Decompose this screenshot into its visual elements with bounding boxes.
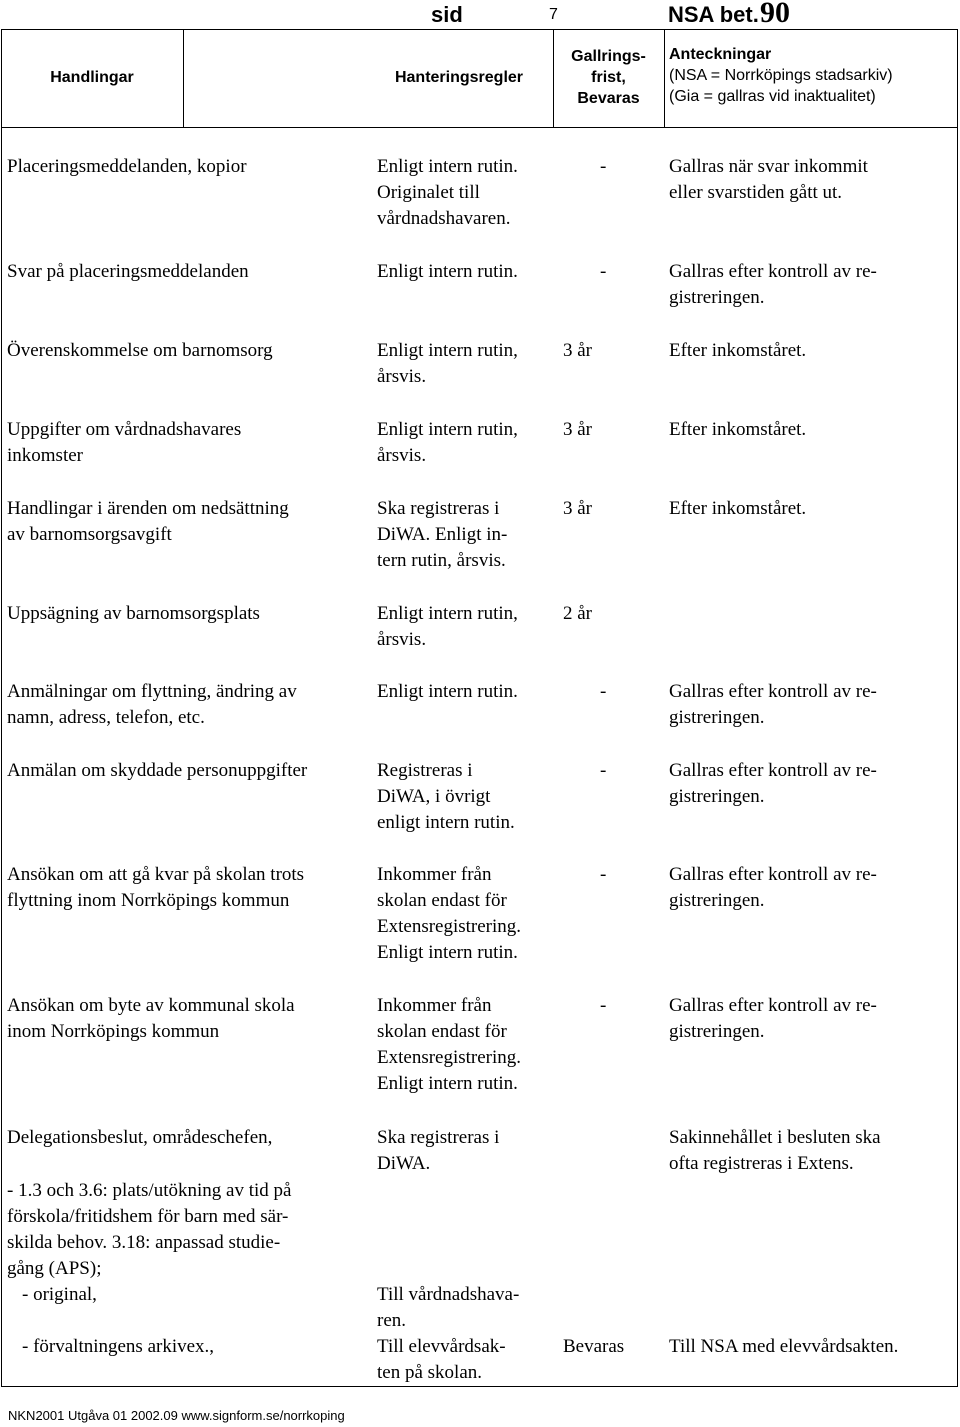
column-divider xyxy=(664,29,665,128)
row-hanteringsregel: Enligt intern rutin. Originalet till vårdnadshavaren. xyxy=(377,156,518,229)
row-handling: Handlingar i ärenden om nedsättning av barnomsorgsavgift xyxy=(7,498,289,545)
row-frist: - xyxy=(600,261,607,282)
gallringsfrist-line: Gallrings- xyxy=(571,48,646,65)
row-hanteringsregel: Enligt intern rutin. xyxy=(377,681,518,702)
deleg-regel-original: Till vårdnadshava- ren. xyxy=(377,1284,520,1331)
deleg-handling-original: - original, xyxy=(22,1284,97,1305)
row-frist: 3 år xyxy=(563,340,593,361)
row-hanteringsregel: Registreras i DiWA, i övrigt enligt intern rutin. xyxy=(377,760,515,833)
row-anteckning: Efter inkomståret. xyxy=(669,498,807,519)
row-anteckning: Gallras efter kontroll av re- gistreringen. xyxy=(669,261,877,308)
row-frist: - xyxy=(600,681,607,702)
column-header-hanteringsregler: Hanteringsregler xyxy=(394,69,524,86)
row-frist: 3 år xyxy=(563,419,593,440)
anteckningar-note: (Gia = gallras vid inaktualitet) xyxy=(669,88,876,105)
row-anteckning: Gallras efter kontroll av re- gistreringen. xyxy=(669,760,877,807)
anteckningar-title: Anteckningar xyxy=(669,46,772,63)
row-anteckning: Efter inkomståret. xyxy=(669,419,807,440)
row-hanteringsregel: Ska registreras i DiWA. Enligt in- tern rutin, årsvis. xyxy=(377,498,508,571)
row-frist: - xyxy=(600,156,607,177)
page-header xyxy=(0,0,960,30)
deleg-frist: Bevaras xyxy=(563,1336,625,1357)
row-handling: Svar på placeringsmeddelanden xyxy=(7,261,249,282)
nsa-number: 90 xyxy=(760,0,790,29)
row-hanteringsregel: Enligt intern rutin. xyxy=(377,261,518,282)
row-handling: Uppsägning av barnomsorgsplats xyxy=(7,603,260,624)
row-anteckning: Gallras efter kontroll av re- gistreringen. xyxy=(669,864,877,911)
row-handling: Anmälan om skyddade personuppgifter xyxy=(7,760,308,781)
sid-label: sid xyxy=(431,2,463,27)
row-frist: 2 år xyxy=(563,603,593,624)
row-frist: - xyxy=(600,864,607,885)
page-number: 7 xyxy=(549,6,558,23)
row-anteckning: Efter inkomståret. xyxy=(669,340,807,361)
row-handling: Anmälningar om flyttning, ändring av namn, adress, telefon, etc. xyxy=(7,681,297,728)
column-header-anteckningar xyxy=(669,44,893,107)
gallringsfrist-line: Bevaras xyxy=(577,90,640,107)
row-frist: - xyxy=(600,760,607,781)
deleg-handling-arkivex: - förvaltningens arkivex., xyxy=(22,1336,215,1357)
nsa-label: NSA bet. xyxy=(668,2,759,27)
row-anteckning: Gallras efter kontroll av re- gistreringen. xyxy=(669,995,877,1042)
page-footer: NKN2001 Utgåva 01 2002.09 www.signform.se/norrkoping xyxy=(8,1408,345,1423)
row-handling: Ansökan om att gå kvar på skolan trots flyttning inom Norrköpings kommun xyxy=(7,864,305,911)
row-anteckning: Gallras när svar inkommit eller svarstiden gått ut. xyxy=(669,156,868,203)
deleg-regel-arkivex: Till elevvårdsak- ten på skolan. xyxy=(377,1336,506,1383)
deleg-anteckning: Sakinnehållet i besluten ska ofta registreras i Extens. xyxy=(669,1127,881,1174)
row-hanteringsregel: Enligt intern rutin, årsvis. xyxy=(377,340,518,387)
row-frist: - xyxy=(600,995,607,1016)
column-header-gallringsfrist xyxy=(553,46,664,109)
row-anteckning: Gallras efter kontroll av re- gistreringen. xyxy=(669,681,877,728)
row-hanteringsregel: Enligt intern rutin, årsvis. xyxy=(377,603,518,650)
deleg-handling-detail: - 1.3 och 3.6: plats/utökning av tid på förskola/fritidshem för barn med sär- skilda behov. 3.18: anpassad studie- gång (APS); xyxy=(7,1180,292,1279)
row-handling: Placeringsmeddelanden, kopior xyxy=(7,156,247,177)
column-divider xyxy=(183,29,184,128)
row-handling: Ansökan om byte av kommunal skola inom Norrköpings kommun xyxy=(7,995,295,1042)
row-hanteringsregel: Inkommer från skolan endast för Extensregistrering. Enligt intern rutin. xyxy=(377,864,522,963)
row-handling: Uppgifter om vårdnadshavares inkomster xyxy=(7,419,242,466)
deleg-anteckning-arkivex: Till NSA med elevvårdsakten. xyxy=(669,1336,899,1357)
row-handling: Överenskommelse om barnomsorg xyxy=(7,340,273,361)
anteckningar-note: (NSA = Norrköpings stadsarkiv) xyxy=(669,67,893,84)
gallringsfrist-line: frist, xyxy=(591,69,626,86)
column-header-handlingar: Handlingar xyxy=(50,69,134,86)
row-hanteringsregel: Enligt intern rutin, årsvis. xyxy=(377,419,518,466)
row-frist: 3 år xyxy=(563,498,593,519)
header-divider xyxy=(1,127,958,128)
row-hanteringsregel: Inkommer från skolan endast för Extensregistrering. Enligt intern rutin. xyxy=(377,995,522,1094)
deleg-handling-title: Delegationsbeslut, områdeschefen, xyxy=(7,1127,273,1148)
deleg-regel: Ska registreras i DiWA. xyxy=(377,1127,500,1174)
